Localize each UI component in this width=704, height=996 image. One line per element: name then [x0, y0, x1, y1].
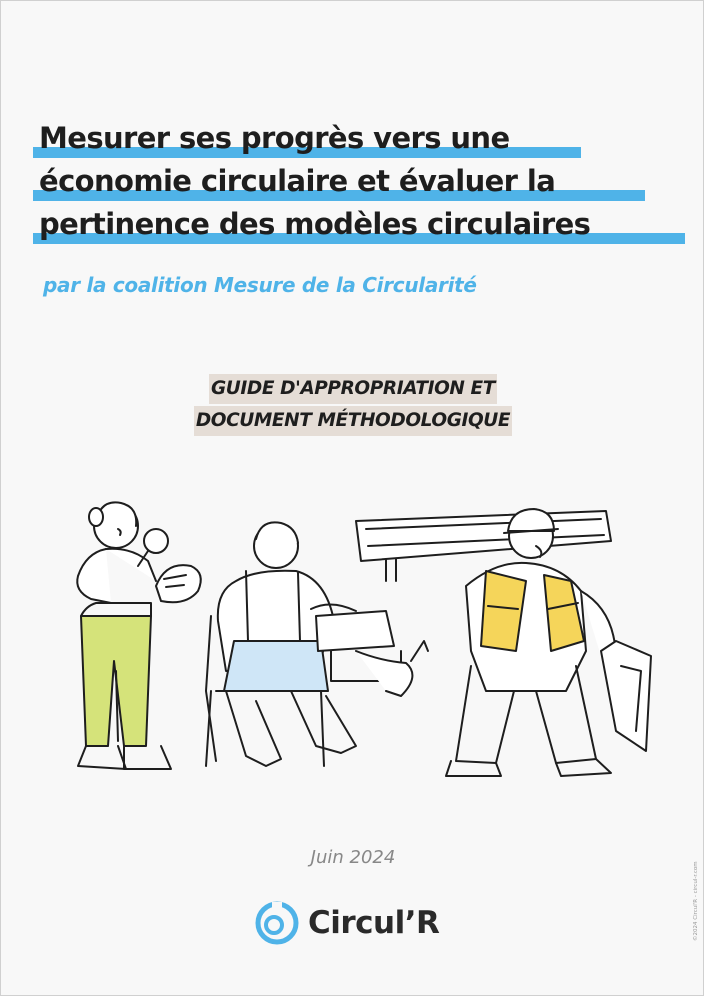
circulr-logo-icon — [254, 900, 300, 946]
document-type — [1, 374, 704, 438]
circulr-logo — [254, 899, 439, 947]
document-subtitle: par la coalition Mesure de la Circularité — [43, 273, 477, 297]
copyright-notice: ©2024 Circul'R - circul-r.com — [693, 861, 699, 941]
document-type-line: DOCUMENT MÉTHODOLOGIQUE — [194, 406, 512, 436]
document-type-line: GUIDE D'APPROPRIATION ET — [209, 374, 497, 404]
document-title — [39, 117, 689, 246]
workers-illustration — [56, 491, 656, 791]
construction-worker-figure — [356, 509, 651, 776]
circulr-logo-name: Circul’R — [308, 905, 440, 941]
title-line: économie circulaire et évaluer la — [39, 160, 689, 203]
title-line: Mesurer ses progrès vers une — [39, 117, 689, 160]
woman-figure — [77, 502, 201, 769]
publication-date: Juin 2024 — [310, 847, 396, 868]
title-line: pertinence des modèles circulaires — [39, 203, 689, 246]
